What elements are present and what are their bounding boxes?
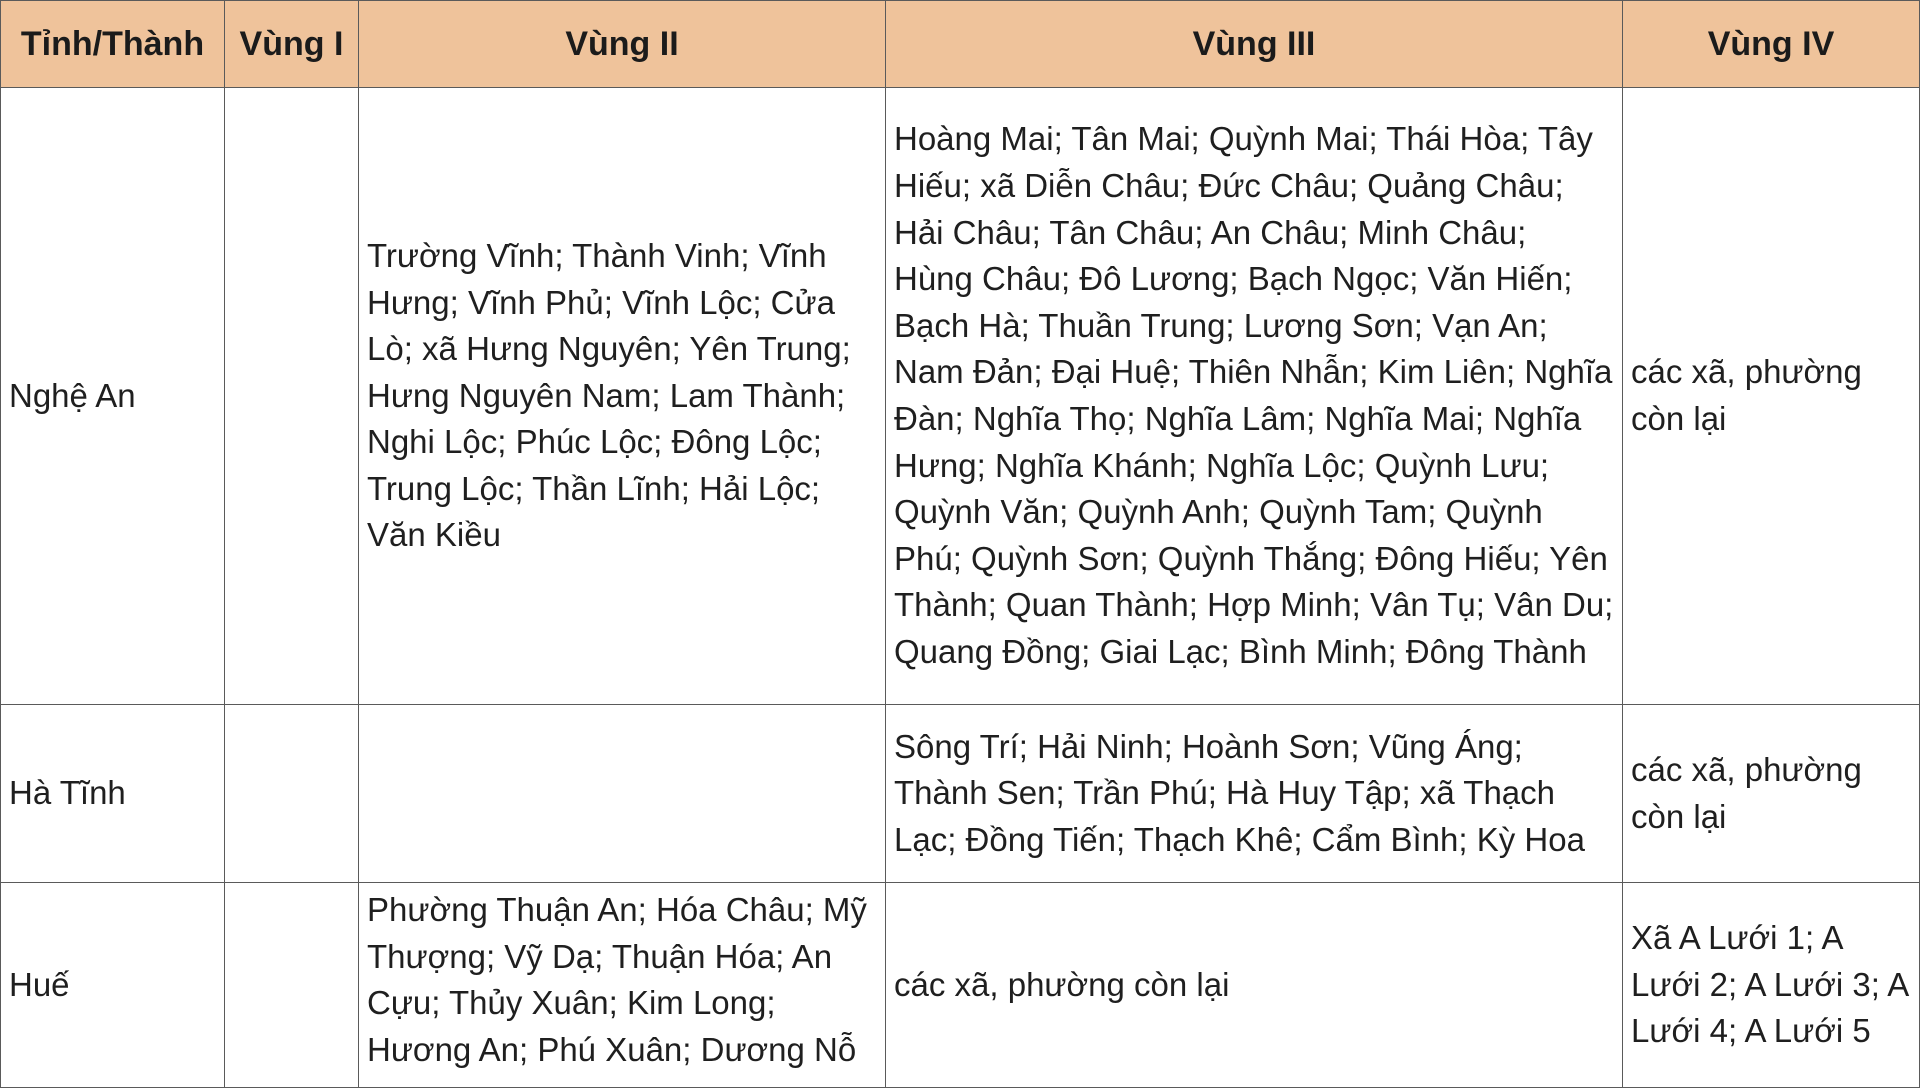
- cell-region-1: [225, 705, 359, 883]
- header-region-3: Vùng III: [886, 1, 1623, 88]
- table-row: [1, 705, 1920, 883]
- cell-region-3: Sông Trí; Hải Ninh; Hoành Sơn; Vũng Áng; Thành Sen; Trần Phú; Hà Huy Tập; xã Thạch Lạc; Đồng Tiến; Thạch Khê; Cẩm Bình; Kỳ Hoa: [886, 705, 1623, 883]
- cell-region-1: [225, 883, 359, 1088]
- cell-region-4: Xã A Lưới 1; A Lưới 2; A Lưới 3; A Lưới 4; A Lưới 5: [1623, 883, 1920, 1088]
- cell-region-2: Phường Thuận An; Hóa Châu; Mỹ Thượng; Vỹ Dạ; Thuận Hóa; An Cựu; Thủy Xuân; Kim Long; Hương An; Phú Xuân; Dương Nỗ: [359, 883, 886, 1088]
- header-region-1: Vùng I: [225, 1, 359, 88]
- cell-region-4: các xã, phường còn lại: [1623, 88, 1920, 705]
- cell-province: Hà Tĩnh: [1, 705, 225, 883]
- cell-province: Huế: [1, 883, 225, 1088]
- cell-region-4: các xã, phường còn lại: [1623, 705, 1920, 883]
- cell-region-3: các xã, phường còn lại: [886, 883, 1623, 1088]
- cell-region-1: [225, 88, 359, 705]
- header-province: Tỉnh/Thành: [1, 1, 225, 88]
- table-header-row: [1, 1, 1920, 88]
- cell-region-2: Trường Vĩnh; Thành Vinh; Vĩnh Hưng; Vĩnh Phủ; Vĩnh Lộc; Cửa Lò; xã Hưng Nguyên; Yên Trung; Hưng Nguyên Nam; Lam Thành; Nghi Lộc; Phúc Lộc; Đông Lộc; Trung Lộc; Thần Lĩnh; Hải Lộc; Văn Kiều: [359, 88, 886, 705]
- header-region-2: Vùng II: [359, 1, 886, 88]
- cell-region-3: Hoàng Mai; Tân Mai; Quỳnh Mai; Thái Hòa; Tây Hiếu; xã Diễn Châu; Đức Châu; Quảng Châu; Hải Châu; Tân Châu; An Châu; Minh Châu; Hùng Châu; Đô Lương; Bạch Ngọc; Văn Hiến; Bạch Hà; Thuần Trung; Lương Sơn; Vạn An; Nam Đản; Đại Huệ; Thiên Nhẫn; Kim Liên; Nghĩa Đàn; Nghĩa Thọ; Nghĩa Lâm; Nghĩa Mai; Nghĩa Hưng; Nghĩa Khánh; Nghĩa Lộc; Quỳnh Lưu; Quỳnh Văn; Quỳnh Anh; Quỳnh Tam; Quỳnh Phú; Quỳnh Sơn; Quỳnh Thắng; Đông Hiếu; Yên Thành; Quan Thành; Hợp Minh; Vân Tụ; Vân Du; Quang Đồng; Giai Lạc; Bình Minh; Đông Thành: [886, 88, 1623, 705]
- cell-region-2: [359, 705, 886, 883]
- table-row: [1, 88, 1920, 705]
- table-row: [1, 883, 1920, 1088]
- cell-province: Nghệ An: [1, 88, 225, 705]
- header-region-4: Vùng IV: [1623, 1, 1920, 88]
